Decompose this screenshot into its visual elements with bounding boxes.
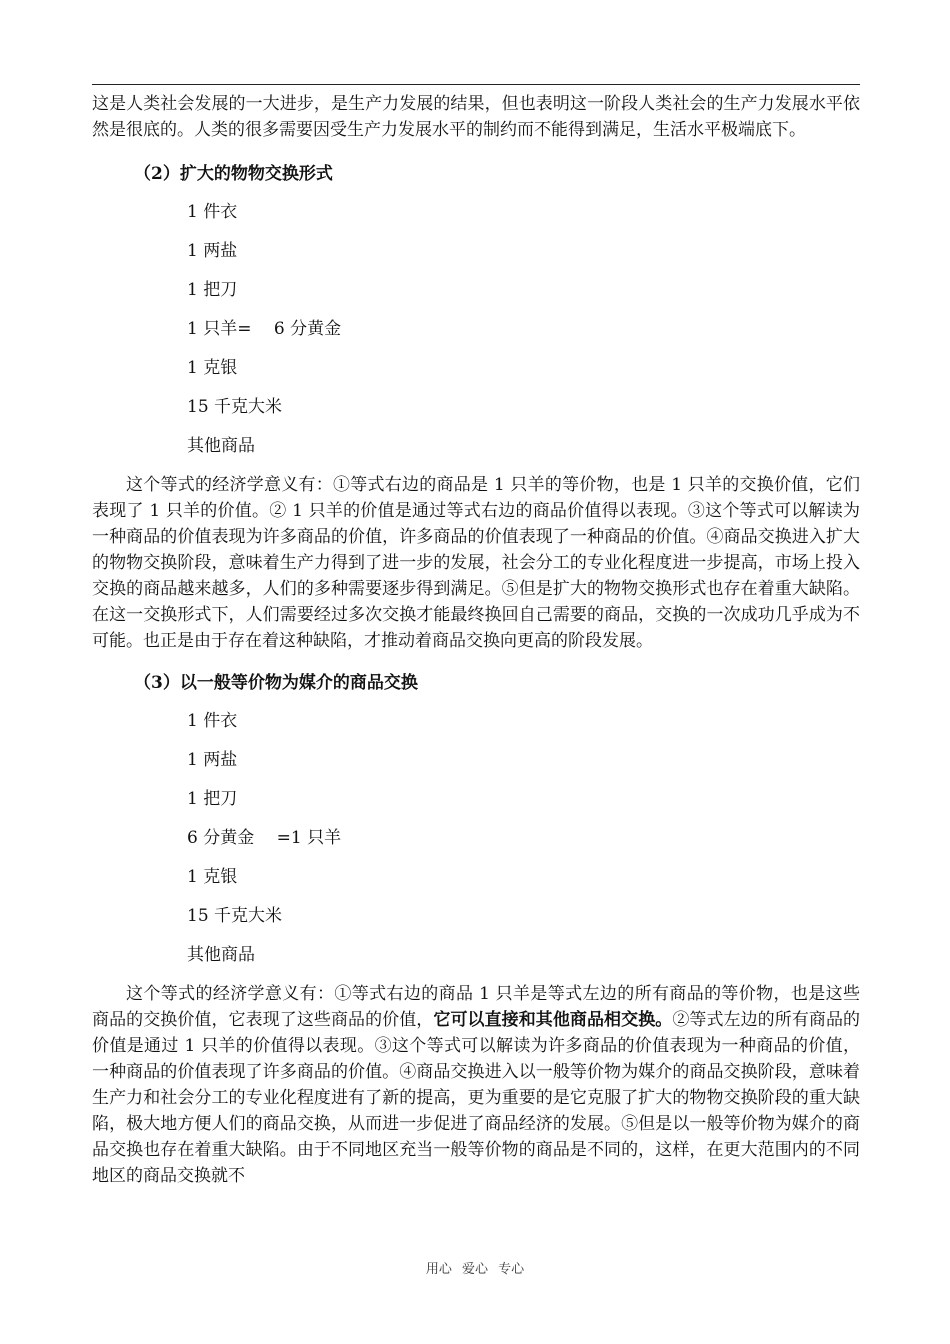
list-item: 1 两盐 xyxy=(187,241,238,261)
list-item: 1 件衣 xyxy=(187,202,238,222)
page-footer: 用心 爱心 专心 xyxy=(425,1262,525,1277)
list-item: 1 把刀 xyxy=(187,280,238,300)
list-item: 1 克银 xyxy=(187,867,238,887)
list-item: 1 克银 xyxy=(187,358,238,378)
section2-paragraph: 这个等式的经济学意义有：①等式右边的商品是 1 只羊的等价物，也是 1 只羊的交换价值，它们表现了 1 只羊的价值。② 1 只羊的价值是通过等式右边的商品价值得以表现。③这个等式可以解读为一种商品的价值表现为许多商品的价值，许多商品的价值表现了一种商品的价值。④商品交换进入扩大的物物交换阶段，意味着生产力得到了进一步的发展，社会分工的专业化程度进一步提高，市场上投入交换的商品越来越多，人们的多种需要逐步得到满足。⑤但是扩大的物物交换形式也存在着重大缺陷。在这一交换形式下，人们需要经过多次交换才能最终换回自己需要的商品，交换的一次成功几乎成为不可能。也正是由于存在着这种缺陷，才推动着商品交换向更高的阶段发展。 xyxy=(92,475,860,651)
list-item: 1 把刀 xyxy=(187,789,238,809)
header-rule xyxy=(92,84,860,85)
list-item: 1 两盐 xyxy=(187,750,238,770)
section2-heading: （2）扩大的物物交换形式 xyxy=(134,164,333,184)
list-item: 其他商品 xyxy=(187,436,255,456)
document-body xyxy=(92,91,860,1189)
intro-paragraph: 这是人类社会发展的一大进步，是生产力发展的结果，但也表明这一阶段人类社会的生产力发展水平依然是很底的。人类的很多需要因受生产力发展水平的制约而不能得到满足，生活水平极端底下。 xyxy=(92,94,860,140)
section3-paragraph-bold: 它可以直接和其他商品相交换。 xyxy=(433,1010,673,1030)
list-item: 15 千克大米 xyxy=(187,906,283,926)
section3-heading: （3）以一般等价物为媒介的商品交换 xyxy=(134,673,418,693)
list-item: 1 件衣 xyxy=(187,711,238,731)
list-item: 其他商品 xyxy=(187,945,255,965)
section3-paragraph xyxy=(92,981,860,1189)
section3-paragraph-a: 这个等式的经济学意义有：①等式右边的商品 1 只羊是等式左边的所有商品的等价物，也是这些商品的交换价值，它表现了这些商品的价值， xyxy=(92,984,860,1030)
section3-items xyxy=(92,702,860,975)
list-item: 6 分黄金 =1 只羊 xyxy=(187,828,342,848)
list-item: 1 只羊= 6 分黄金 xyxy=(187,319,342,339)
section3-paragraph-b: ②等式左边的所有商品的价值是通过 1 只羊的价值得以表现。③这个等式可以解读为许多商品的价值表现为一种商品的价值，一种商品的价值表现了许多商品的价值。④商品交换进入以一般等价物为媒介的商品交换阶段，意味着生产力和社会分工的专业化程度进有了新的提高，更为重要的是它克服了扩大的物物交换阶段的重大缺陷，极大地方便人们的商品交换，从而进一步促进了商品经济的发展。⑤但是以一般等价物为媒介的商品交换也存在着重大缺陷。由于不同地区充当一般等价物的商品是不同的，这样，在更大范围内的不同地区的商品交换就不 xyxy=(92,1010,861,1186)
section2-items xyxy=(92,193,860,466)
list-item: 15 千克大米 xyxy=(187,397,283,417)
